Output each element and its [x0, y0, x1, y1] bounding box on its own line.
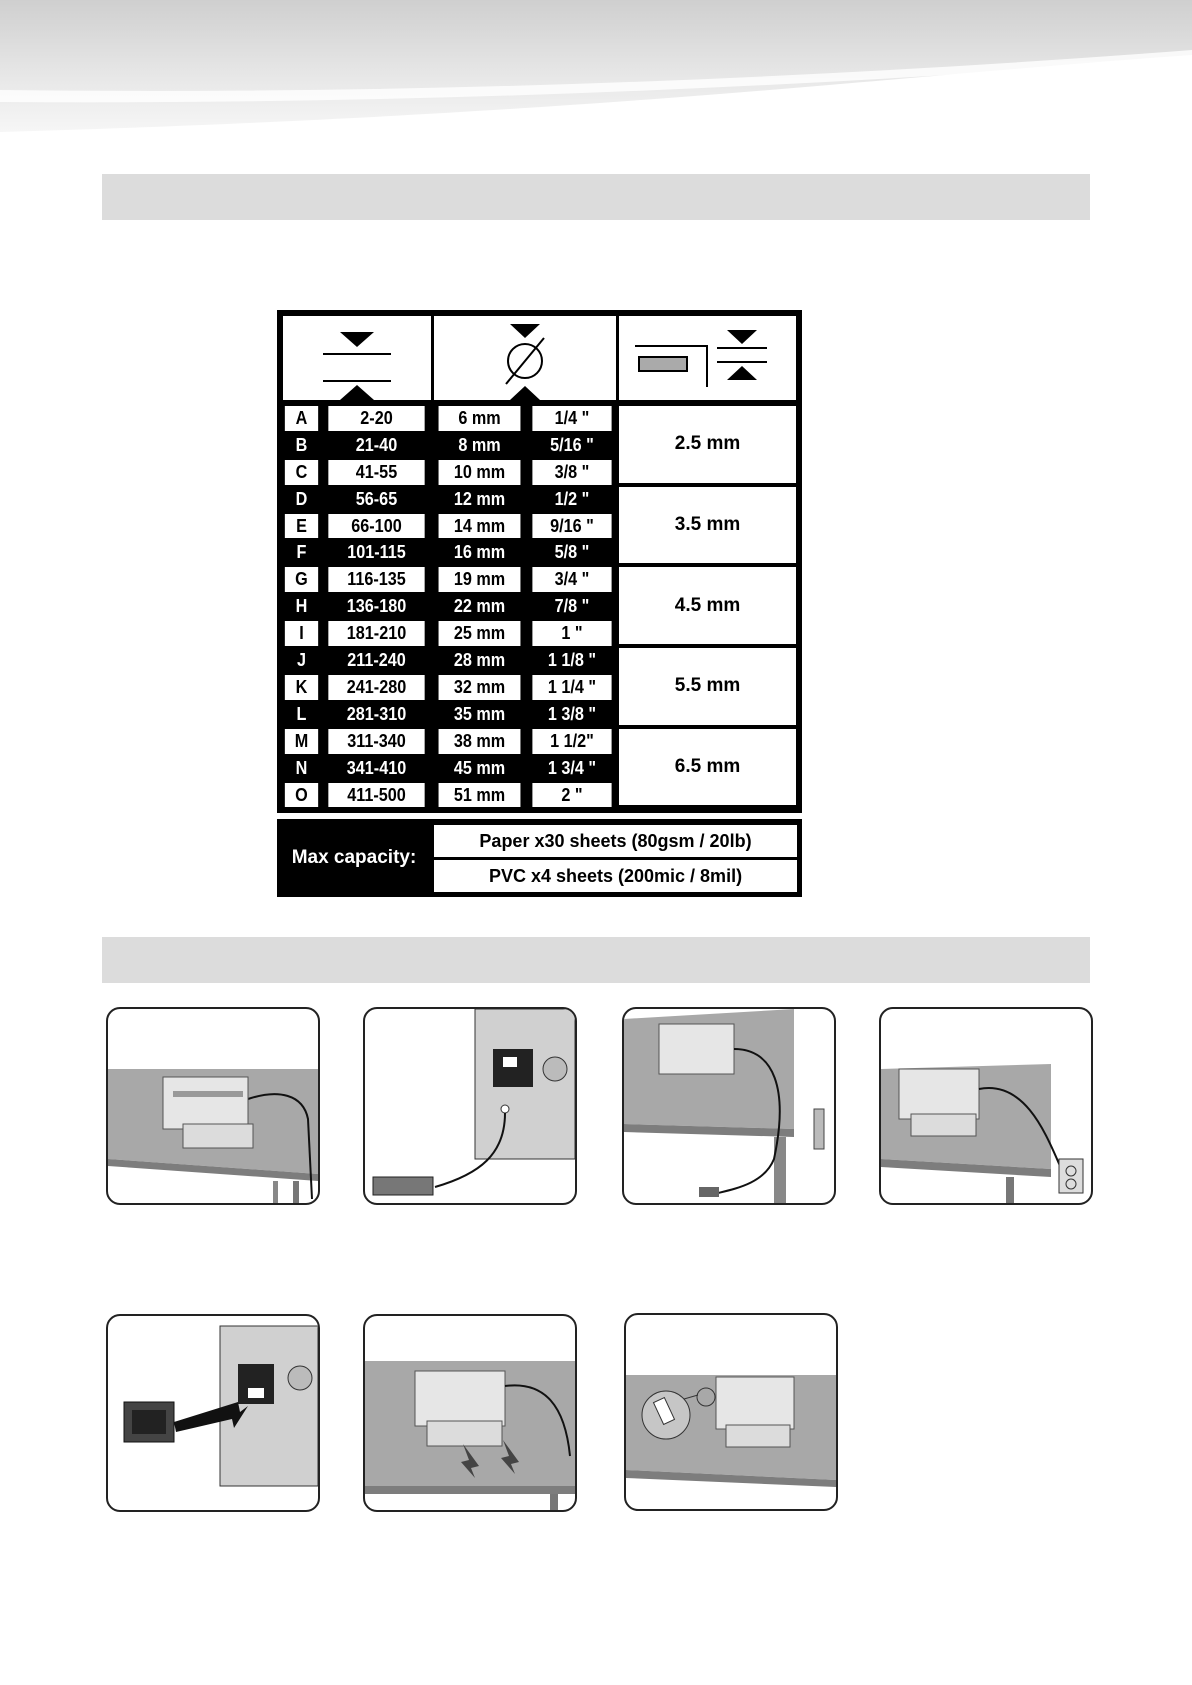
table-cell-inch: 1 3/8 " — [547, 703, 597, 724]
table-cell-letter: J — [296, 650, 306, 671]
margin-cell: 6.5 mm — [619, 729, 796, 806]
spine-diameter-arrows-icon — [434, 316, 616, 400]
pull-tray-illustration — [363, 1314, 577, 1512]
power-switch-illustration — [106, 1314, 320, 1512]
table-cell-sheets: 41-55 — [328, 460, 424, 485]
capacity-pvc: PVC x4 sheets (200mic / 8mil) — [434, 860, 797, 892]
table-cell-mm: 28 mm — [453, 650, 506, 671]
table-cell-mm: 10 mm — [439, 460, 521, 485]
table-cell-mm: 16 mm — [453, 542, 506, 563]
table-cell-letter: H — [295, 596, 308, 617]
margin-cell: 3.5 mm — [619, 487, 796, 564]
pedal-on-floor-illustration — [622, 1007, 836, 1205]
table-cell-letter: N — [295, 757, 308, 778]
power-outlet-illustration — [879, 1007, 1093, 1205]
table-cell-mm: 6 mm — [439, 406, 521, 431]
table-cell-mm: 38 mm — [439, 729, 521, 754]
table-cell-inch: 7/8 " — [554, 596, 590, 617]
table-cell-letter: L — [296, 703, 307, 724]
table-cell-letter: G — [285, 567, 318, 592]
table-cell-inch: 3/4 " — [532, 567, 611, 592]
table-cell-mm: 35 mm — [453, 703, 506, 724]
table-cell-mm: 25 mm — [439, 621, 521, 646]
table-cell-letter: C — [285, 460, 318, 485]
table-cell-inch: 5/16 " — [550, 434, 594, 455]
table-cell-sheets: 56-65 — [355, 488, 398, 509]
table-cell-inch: 1 1/8 " — [547, 650, 597, 671]
table-cell-letter: K — [285, 675, 318, 700]
table-cell-mm: 51 mm — [439, 783, 521, 808]
table-cell-sheets: 341-410 — [346, 757, 407, 778]
table-cell-letter: D — [295, 488, 308, 509]
section-header-bar — [102, 937, 1090, 983]
table-cell-letter: O — [285, 783, 318, 808]
spine-size-table — [277, 310, 802, 813]
table-cell-sheets: 136-180 — [346, 596, 407, 617]
table-cell-sheets: 241-280 — [328, 675, 424, 700]
table-cell-sheets: 66-100 — [328, 514, 424, 539]
table-cell-inch: 9/16 " — [532, 514, 611, 539]
table-cell-letter: A — [285, 406, 318, 431]
table-cell-sheets: 181-210 — [328, 621, 424, 646]
margin-adjust-illustration — [624, 1313, 838, 1511]
header-cell-margin — [619, 316, 796, 400]
table-cell-inch: 1 3/4 " — [547, 757, 597, 778]
margin-cell: 2.5 mm — [619, 406, 796, 483]
table-cell-letter: F — [296, 542, 307, 563]
table-cell-inch: 1 " — [532, 621, 611, 646]
table-cell-letter: B — [295, 434, 308, 455]
table-cell-letter: I — [285, 621, 318, 646]
table-cell-inch: 1 1/2" — [532, 729, 611, 754]
table-cell-inch: 1/4 " — [532, 406, 611, 431]
table-cell-mm: 22 mm — [453, 596, 506, 617]
table-cell-inch: 1/2 " — [554, 488, 590, 509]
table-cell-sheets: 101-115 — [347, 542, 406, 563]
table-cell-inch: 5/8 " — [554, 542, 590, 563]
table-cell-mm: 32 mm — [439, 675, 521, 700]
table-cell-sheets: 211-240 — [347, 650, 406, 671]
foot-pedal-connection-illustration — [363, 1007, 577, 1205]
table-cell-sheets: 2-20 — [328, 406, 424, 431]
header-decoration — [0, 0, 1192, 140]
binder-on-table-illustration — [106, 1007, 320, 1205]
header-cell-sheets — [283, 316, 431, 400]
table-cell-letter: E — [285, 514, 318, 539]
table-cell-sheets: 21-40 — [355, 434, 398, 455]
table-cell-sheets: 281-310 — [346, 703, 407, 724]
table-cell-sheets: 411-500 — [328, 783, 424, 808]
table-cell-inch: 1 1/4 " — [532, 675, 611, 700]
header-cell-diameter — [434, 316, 616, 400]
capacity-paper: Paper x30 sheets (80gsm / 20lb) — [434, 825, 797, 857]
table-cell-mm: 19 mm — [439, 567, 521, 592]
max-capacity-box — [277, 819, 802, 897]
margin-cell: 5.5 mm — [619, 648, 796, 725]
table-cell-mm: 14 mm — [439, 514, 521, 539]
margin-cell: 4.5 mm — [619, 567, 796, 644]
table-cell-inch: 3/8 " — [532, 460, 611, 485]
table-cell-sheets: 116-135 — [328, 567, 424, 592]
table-cell-letter: M — [285, 729, 318, 754]
table-cell-mm: 45 mm — [453, 757, 506, 778]
sheet-thickness-arrows-icon — [283, 316, 431, 400]
table-cell-inch: 2 " — [532, 783, 611, 808]
table-cell-sheets: 311-340 — [328, 729, 424, 754]
table-cell-mm: 12 mm — [453, 488, 506, 509]
punch-margin-arrows-icon — [619, 316, 796, 400]
capacity-label: Max capacity: — [291, 847, 417, 868]
section-header-bar — [102, 174, 1090, 220]
table-cell-mm: 8 mm — [458, 434, 501, 455]
